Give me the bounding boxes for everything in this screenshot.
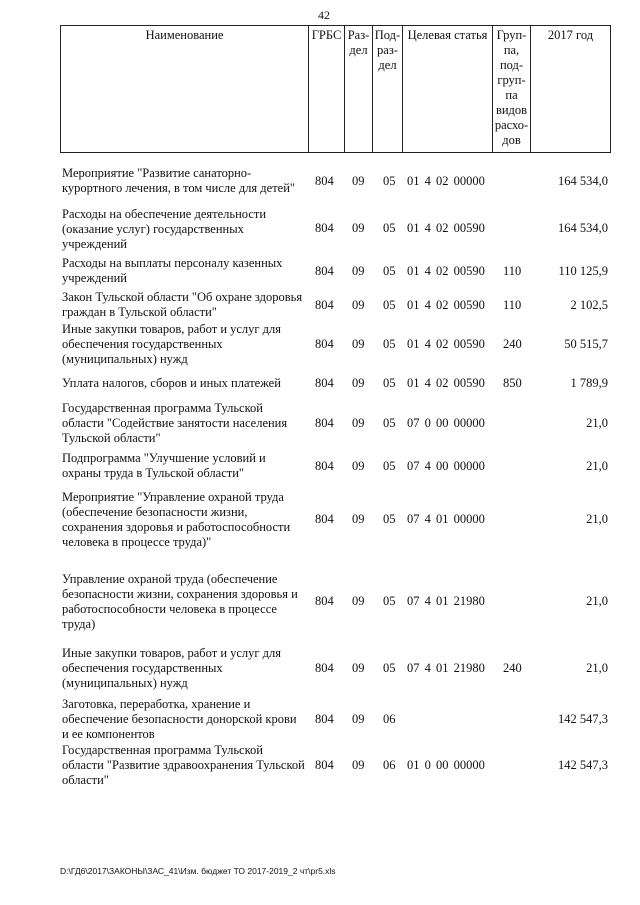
row-celevaya: 01 4 02 00590 bbox=[407, 221, 485, 235]
row-razdel: 09 bbox=[352, 712, 365, 726]
row-celevaya: 01 4 02 00590 bbox=[407, 376, 485, 390]
row-celevaya: 07 0 00 00000 bbox=[407, 416, 485, 430]
row-name: Уплата налогов, сборов и иных платежей bbox=[62, 376, 281, 390]
row-name: Иные закупки товаров, работ и услуг для обеспечения государственных (муниципальных) нужд bbox=[62, 322, 282, 366]
row-vid: 240 bbox=[503, 661, 522, 675]
row-razdel: 09 bbox=[352, 298, 365, 312]
row-name: Мероприятие "Развитие санаторно-курортного лечения, в том числе для детей" bbox=[62, 166, 296, 195]
row-grbs: 804 bbox=[315, 712, 334, 726]
row-sum: 164 534,0 bbox=[558, 174, 608, 188]
row-name: Заготовка, переработка, хранение и обеспечение безопасности донорской крови и ее компонентов bbox=[62, 697, 297, 741]
row-sum: 50 515,7 bbox=[564, 337, 608, 351]
row-celevaya: 01 4 02 00590 bbox=[407, 298, 485, 312]
row-podrazdel: 05 bbox=[383, 298, 396, 312]
row-razdel: 09 bbox=[352, 376, 365, 390]
row-grbs: 804 bbox=[315, 298, 334, 312]
row-podrazdel: 05 bbox=[383, 174, 396, 188]
row-name: Мероприятие "Управление охраной труда (обеспечение безопасности жизни, сохранения здоровья и работоспособности человека в процессе труда)" bbox=[62, 490, 291, 549]
row-podrazdel: 05 bbox=[383, 376, 396, 390]
row-sum: 142 547,3 bbox=[558, 758, 608, 772]
row-sum: 21,0 bbox=[586, 594, 608, 608]
row-vid: 110 bbox=[503, 264, 522, 278]
row-grbs: 804 bbox=[315, 416, 334, 430]
header-razdel: Раз- дел bbox=[344, 25, 372, 153]
row-sum: 1 789,9 bbox=[570, 376, 608, 390]
row-grbs: 804 bbox=[315, 376, 334, 390]
row-podrazdel: 05 bbox=[383, 594, 396, 608]
row-sum: 21,0 bbox=[586, 661, 608, 675]
row-name: Государственная программа Тульской области "Содействие занятости населения Тульской области" bbox=[62, 401, 288, 445]
row-celevaya: 07 4 01 21980 bbox=[407, 661, 485, 675]
header-celevaya: Целевая статья bbox=[402, 25, 492, 153]
row-podrazdel: 05 bbox=[383, 512, 396, 526]
row-razdel: 09 bbox=[352, 459, 365, 473]
row-razdel: 09 bbox=[352, 758, 365, 772]
row-celevaya: 07 4 01 21980 bbox=[407, 594, 485, 608]
row-grbs: 804 bbox=[315, 264, 334, 278]
row-name: Расходы на обеспечение деятельности (оказание услуг) государственных учреждений bbox=[62, 207, 267, 251]
row-razdel: 09 bbox=[352, 661, 365, 675]
row-podrazdel: 05 bbox=[383, 459, 396, 473]
row-razdel: 09 bbox=[352, 594, 365, 608]
row-sum: 2 102,5 bbox=[570, 298, 608, 312]
row-grbs: 804 bbox=[315, 661, 334, 675]
row-grbs: 804 bbox=[315, 512, 334, 526]
row-podrazdel: 05 bbox=[383, 661, 396, 675]
row-razdel: 09 bbox=[352, 512, 365, 526]
row-name: Государственная программа Тульской области "Развитие здравоохранения Тульской области" bbox=[62, 743, 305, 787]
row-grbs: 804 bbox=[315, 594, 334, 608]
row-podrazdel: 05 bbox=[383, 337, 396, 351]
row-grbs: 804 bbox=[315, 758, 334, 772]
row-name: Расходы на выплаты персоналу казенных учреждений bbox=[62, 256, 283, 285]
row-razdel: 09 bbox=[352, 337, 365, 351]
row-podrazdel: 05 bbox=[383, 416, 396, 430]
header-grbs: ГРБС bbox=[308, 25, 344, 153]
row-razdel: 09 bbox=[352, 174, 365, 188]
row-sum: 142 547,3 bbox=[558, 712, 608, 726]
row-podrazdel: 05 bbox=[383, 264, 396, 278]
page-number: 42 bbox=[318, 8, 330, 22]
row-sum: 21,0 bbox=[586, 416, 608, 430]
row-name: Управление охраной труда (обеспечение безопасности жизни, сохранения здоровья и работоспособности человека в процессе труда) bbox=[62, 572, 298, 631]
row-razdel: 09 bbox=[352, 221, 365, 235]
row-celevaya: 07 4 01 00000 bbox=[407, 512, 485, 526]
row-vid: 110 bbox=[503, 298, 522, 312]
row-razdel: 09 bbox=[352, 264, 365, 278]
row-sum: 164 534,0 bbox=[558, 221, 608, 235]
row-name: Закон Тульской области "Об охране здоровья граждан в Тульской области" bbox=[62, 290, 303, 319]
row-sum: 21,0 bbox=[586, 459, 608, 473]
row-celevaya: 01 4 02 00590 bbox=[407, 264, 485, 278]
header-name: Наименование bbox=[60, 25, 308, 153]
header-gruppa: Груп- па, под- груп- па видов расхо- дов bbox=[492, 25, 530, 153]
row-vid: 850 bbox=[503, 376, 522, 390]
header-year: 2017 год bbox=[530, 25, 611, 153]
row-grbs: 804 bbox=[315, 459, 334, 473]
row-celevaya: 07 4 00 00000 bbox=[407, 459, 485, 473]
row-sum: 110 125,9 bbox=[558, 264, 608, 278]
row-name: Иные закупки товаров, работ и услуг для обеспечения государственных (муниципальных) нужд bbox=[62, 646, 282, 690]
row-podrazdel: 05 bbox=[383, 221, 396, 235]
row-name: Подпрограмма "Улучшение условий и охраны труда в Тульской области" bbox=[62, 451, 266, 480]
row-vid: 240 bbox=[503, 337, 522, 351]
row-celevaya: 01 4 02 00000 bbox=[407, 174, 485, 188]
row-grbs: 804 bbox=[315, 221, 334, 235]
row-celevaya: 01 4 02 00590 bbox=[407, 337, 485, 351]
row-celevaya: 01 0 00 00000 bbox=[407, 758, 485, 772]
row-razdel: 09 bbox=[352, 416, 365, 430]
row-podrazdel: 06 bbox=[383, 758, 396, 772]
header-podrazdel: Под- раз- дел bbox=[372, 25, 402, 153]
row-grbs: 804 bbox=[315, 174, 334, 188]
row-podrazdel: 06 bbox=[383, 712, 396, 726]
row-sum: 21,0 bbox=[586, 512, 608, 526]
footer-path: D:\ГД6\2017\ЗАКОНЫ\ЗАС_41\Изм. бюджет ТО 2017-2019_2 чт\pr5.xls bbox=[60, 866, 336, 876]
row-grbs: 804 bbox=[315, 337, 334, 351]
